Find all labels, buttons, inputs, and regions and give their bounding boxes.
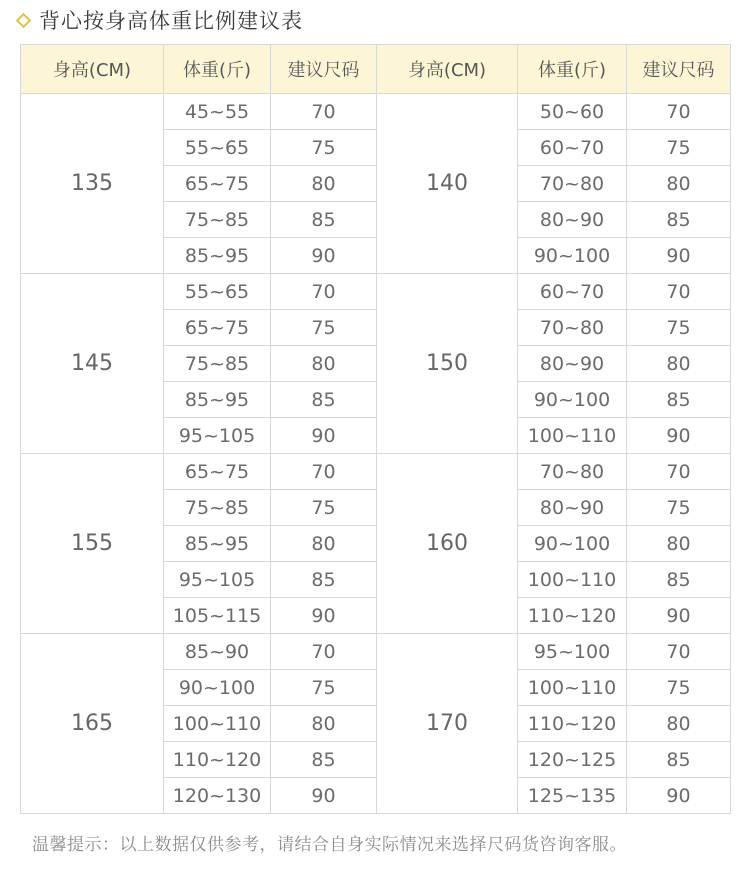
weight-cell-right: 60~70 <box>518 274 627 310</box>
weight-cell-right: 80~90 <box>518 346 627 382</box>
weight-cell-left: 85~95 <box>164 382 271 418</box>
size-cell-right: 85 <box>627 562 731 598</box>
size-cell-left: 85 <box>271 382 377 418</box>
size-cell-right: 85 <box>627 382 731 418</box>
size-cell-right: 85 <box>627 202 731 238</box>
size-cell-left: 80 <box>271 346 377 382</box>
header-size-left: 建议尺码 <box>271 45 377 94</box>
weight-cell-left: 90~100 <box>164 670 271 706</box>
size-cell-left: 90 <box>271 418 377 454</box>
weight-cell-left: 95~105 <box>164 418 271 454</box>
size-cell-right: 80 <box>627 346 731 382</box>
weight-cell-right: 70~80 <box>518 310 627 346</box>
size-cell-right: 90 <box>627 778 731 814</box>
header-weight-left: 体重(斤) <box>164 45 271 94</box>
header-height-right: 身高(CM) <box>377 45 518 94</box>
size-cell-left: 85 <box>271 562 377 598</box>
weight-cell-right: 125~135 <box>518 778 627 814</box>
height-cell-left: 155 <box>21 454 164 634</box>
size-cell-right: 75 <box>627 130 731 166</box>
weight-cell-right: 120~125 <box>518 742 627 778</box>
header-height-left: 身高(CM) <box>21 45 164 94</box>
height-cell-left: 165 <box>21 634 164 814</box>
weight-cell-right: 90~100 <box>518 526 627 562</box>
size-cell-left: 90 <box>271 598 377 634</box>
size-cell-left: 80 <box>271 166 377 202</box>
weight-cell-left: 85~90 <box>164 634 271 670</box>
weight-cell-left: 55~65 <box>164 130 271 166</box>
size-cell-left: 80 <box>271 706 377 742</box>
height-cell-right: 170 <box>377 634 518 814</box>
weight-cell-right: 60~70 <box>518 130 627 166</box>
size-cell-left: 70 <box>271 634 377 670</box>
size-cell-left: 75 <box>271 310 377 346</box>
weight-cell-right: 110~120 <box>518 706 627 742</box>
weight-cell-left: 45~55 <box>164 94 271 130</box>
size-cell-right: 70 <box>627 274 731 310</box>
size-cell-left: 75 <box>271 490 377 526</box>
size-cell-right: 70 <box>627 94 731 130</box>
weight-cell-left: 65~75 <box>164 166 271 202</box>
height-cell-right: 150 <box>377 274 518 454</box>
table-row <box>21 454 731 490</box>
weight-cell-right: 110~120 <box>518 598 627 634</box>
size-cell-left: 70 <box>271 274 377 310</box>
weight-cell-left: 95~105 <box>164 562 271 598</box>
size-cell-right: 80 <box>627 526 731 562</box>
size-cell-right: 80 <box>627 166 731 202</box>
weight-cell-left: 75~85 <box>164 490 271 526</box>
height-cell-right: 160 <box>377 454 518 634</box>
header-weight-right: 体重(斤) <box>518 45 627 94</box>
weight-cell-left: 110~120 <box>164 742 271 778</box>
page-title: 背心按身高体重比例建议表 <box>39 9 303 33</box>
weight-cell-left: 55~65 <box>164 274 271 310</box>
weight-cell-right: 100~110 <box>518 670 627 706</box>
size-cell-right: 90 <box>627 418 731 454</box>
weight-cell-right: 95~100 <box>518 634 627 670</box>
size-cell-left: 85 <box>271 742 377 778</box>
header-row <box>21 45 731 94</box>
weight-cell-right: 70~80 <box>518 166 627 202</box>
title-bar <box>14 4 303 36</box>
header-size-right: 建议尺码 <box>627 45 731 94</box>
weight-cell-left: 105~115 <box>164 598 271 634</box>
weight-cell-right: 90~100 <box>518 382 627 418</box>
size-cell-right: 75 <box>627 490 731 526</box>
weight-cell-right: 100~110 <box>518 418 627 454</box>
weight-cell-left: 85~95 <box>164 526 271 562</box>
height-cell-right: 140 <box>377 94 518 274</box>
weight-cell-left: 65~75 <box>164 454 271 490</box>
size-cell-right: 70 <box>627 634 731 670</box>
size-cell-left: 80 <box>271 526 377 562</box>
size-cell-left: 70 <box>271 454 377 490</box>
size-table <box>20 44 731 814</box>
size-cell-left: 70 <box>271 94 377 130</box>
weight-cell-left: 65~75 <box>164 310 271 346</box>
size-cell-left: 90 <box>271 778 377 814</box>
size-cell-left: 75 <box>271 670 377 706</box>
size-cell-right: 80 <box>627 706 731 742</box>
diamond-bullet-icon <box>16 12 32 28</box>
height-cell-left: 135 <box>21 94 164 274</box>
footnote: 温馨提示：以上数据仅供参考，请结合自身实际情况来选择尺码货咨询客服。 <box>32 835 627 855</box>
height-cell-left: 145 <box>21 274 164 454</box>
weight-cell-left: 75~85 <box>164 346 271 382</box>
size-cell-right: 90 <box>627 238 731 274</box>
size-cell-right: 85 <box>627 742 731 778</box>
size-cell-right: 70 <box>627 454 731 490</box>
size-cell-left: 85 <box>271 202 377 238</box>
weight-cell-right: 50~60 <box>518 94 627 130</box>
size-cell-right: 75 <box>627 310 731 346</box>
weight-cell-left: 75~85 <box>164 202 271 238</box>
weight-cell-right: 90~100 <box>518 238 627 274</box>
size-cell-right: 90 <box>627 598 731 634</box>
weight-cell-left: 120~130 <box>164 778 271 814</box>
table-row <box>21 274 731 310</box>
weight-cell-right: 100~110 <box>518 562 627 598</box>
table-row <box>21 94 731 130</box>
weight-cell-left: 85~95 <box>164 238 271 274</box>
table-row <box>21 634 731 670</box>
weight-cell-right: 80~90 <box>518 202 627 238</box>
size-cell-left: 75 <box>271 130 377 166</box>
weight-cell-left: 100~110 <box>164 706 271 742</box>
weight-cell-right: 70~80 <box>518 454 627 490</box>
table-body <box>21 94 731 814</box>
size-cell-right: 75 <box>627 670 731 706</box>
size-cell-left: 90 <box>271 238 377 274</box>
weight-cell-right: 80~90 <box>518 490 627 526</box>
